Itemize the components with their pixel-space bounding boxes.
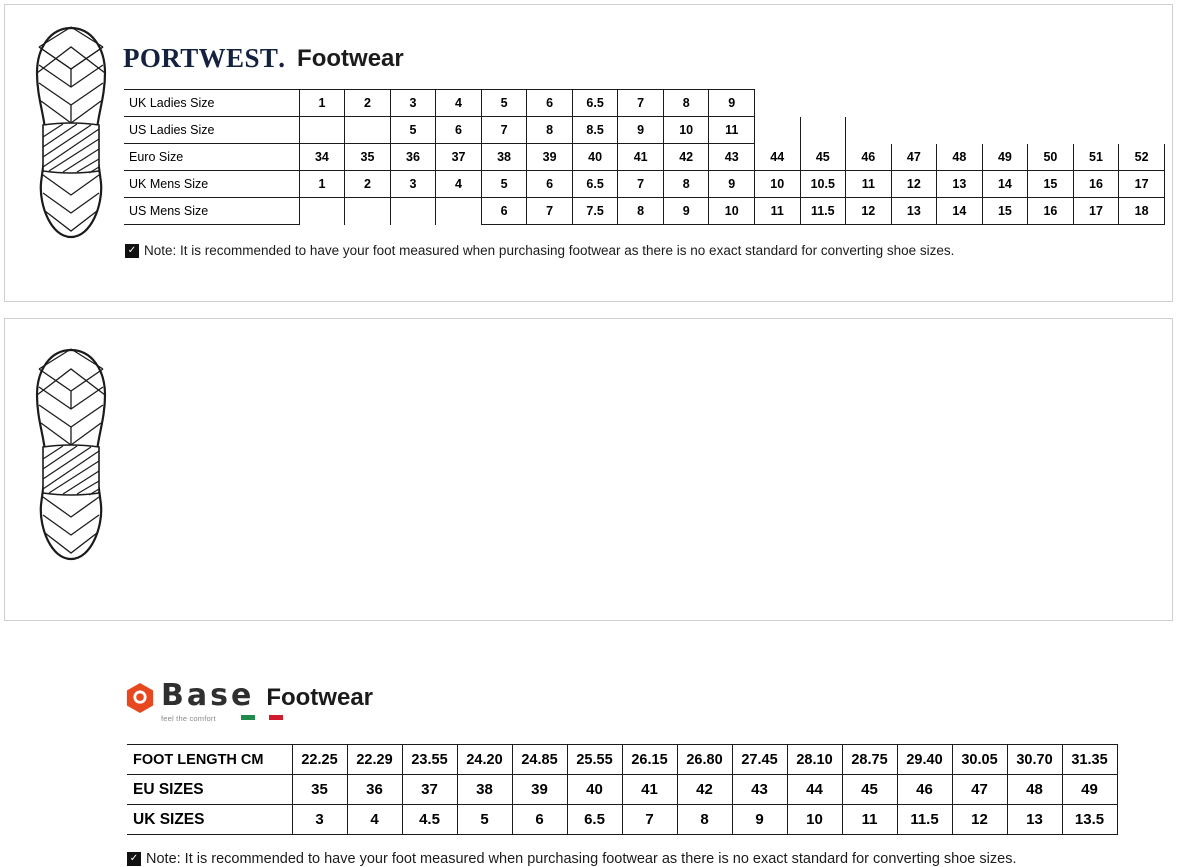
shoe-sole-illustration <box>31 25 111 240</box>
cell: 6 <box>527 171 573 198</box>
cell: 6 <box>512 805 567 835</box>
cell: 4 <box>347 805 402 835</box>
base-hex-icon <box>125 682 155 714</box>
cell-empty <box>1028 117 1074 144</box>
cell: 42 <box>663 144 709 171</box>
row-label: Euro Size <box>124 144 299 171</box>
cell-empty <box>891 90 937 117</box>
cell: 24.85 <box>512 745 567 775</box>
base-logo <box>125 678 255 723</box>
cell: 18 <box>1119 198 1165 225</box>
cell: 4 <box>436 171 482 198</box>
cell: 23.55 <box>402 745 457 775</box>
cell: 11 <box>754 198 800 225</box>
cell: 17 <box>1073 198 1119 225</box>
cell: 52 <box>1119 144 1165 171</box>
row-label: UK Mens Size <box>124 171 299 198</box>
cell-empty <box>390 198 436 225</box>
base-brand-header <box>125 678 374 723</box>
cell: 7.5 <box>572 198 618 225</box>
cell: 6.5 <box>572 171 618 198</box>
cell: 6.5 <box>572 90 618 117</box>
cell <box>299 117 345 144</box>
cell <box>345 117 391 144</box>
cell-empty <box>1119 90 1165 117</box>
cell-empty <box>345 198 391 225</box>
row-label: UK Ladies Size <box>124 90 299 117</box>
cell: 50 <box>1028 144 1074 171</box>
cell: 39 <box>527 144 573 171</box>
note-text: Note: It is recommended to have your foot measured when purchasing footwear as there is no exact standard for converting shoe sizes. <box>144 243 955 258</box>
cell: 2 <box>345 171 391 198</box>
cell: 36 <box>390 144 436 171</box>
cell: 6 <box>527 90 573 117</box>
cell: 26.15 <box>622 745 677 775</box>
cell: 43 <box>732 775 787 805</box>
cell-empty <box>800 117 846 144</box>
cell: 9 <box>732 805 787 835</box>
cell: 44 <box>754 144 800 171</box>
cell: 3 <box>390 171 436 198</box>
cell: 41 <box>622 775 677 805</box>
cell: 12 <box>891 171 937 198</box>
cell: 48 <box>1007 775 1062 805</box>
cell-empty <box>299 198 345 225</box>
cell: 44 <box>787 775 842 805</box>
row-label: US Mens Size <box>124 198 299 225</box>
table-row <box>127 745 1117 775</box>
row-label: FOOT LENGTH CM <box>127 745 292 775</box>
cell-empty <box>846 117 892 144</box>
cell: 2 <box>345 90 391 117</box>
cell: 7 <box>527 198 573 225</box>
cell: 35 <box>292 775 347 805</box>
base-category-title: Footwear <box>266 683 374 711</box>
cell: 49 <box>1062 775 1117 805</box>
cell: 39 <box>512 775 567 805</box>
base-tagline: feel the comfort <box>161 714 216 723</box>
cell: 7 <box>618 171 664 198</box>
cell: 45 <box>842 775 897 805</box>
cell: 15 <box>982 198 1028 225</box>
cell-empty <box>436 198 482 225</box>
cell: 40 <box>572 144 618 171</box>
portwest-size-table <box>124 89 1165 225</box>
check-icon: ✓ <box>125 244 139 258</box>
cell-empty <box>800 90 846 117</box>
portwest-note <box>125 243 954 258</box>
cell: 1 <box>299 90 345 117</box>
cell: 26.80 <box>677 745 732 775</box>
table-row <box>124 198 1165 225</box>
cell: 14 <box>982 171 1028 198</box>
cell: 14 <box>937 198 983 225</box>
cell: 31.35 <box>1062 745 1117 775</box>
portwest-wordmark-dot: . <box>278 43 286 73</box>
cell: 38 <box>481 144 527 171</box>
cell: 10.5 <box>800 171 846 198</box>
cell: 9 <box>663 198 709 225</box>
cell: 8 <box>663 90 709 117</box>
cell: 36 <box>347 775 402 805</box>
base-note <box>127 851 1016 867</box>
cell: 13 <box>891 198 937 225</box>
cell: 25.55 <box>567 745 622 775</box>
cell: 8 <box>677 805 732 835</box>
base-table-body <box>127 745 1117 835</box>
cell: 4.5 <box>402 805 457 835</box>
cell-empty <box>754 90 800 117</box>
cell: 17 <box>1119 171 1165 198</box>
cell: 5 <box>457 805 512 835</box>
cell: 35 <box>345 144 391 171</box>
cell: 28.10 <box>787 745 842 775</box>
cell: 10 <box>754 171 800 198</box>
cell: 47 <box>891 144 937 171</box>
portwest-size-chart-card <box>4 4 1173 302</box>
cell: 49 <box>982 144 1028 171</box>
cell: 11 <box>842 805 897 835</box>
cell: 13 <box>1007 805 1062 835</box>
cell: 11.5 <box>897 805 952 835</box>
portwest-wordmark: PORTWEST <box>123 43 279 73</box>
cell: 30.05 <box>952 745 1007 775</box>
table-row <box>127 805 1117 835</box>
check-icon: ✓ <box>127 852 141 866</box>
cell: 7 <box>618 90 664 117</box>
cell: 47 <box>952 775 1007 805</box>
cell: 5 <box>390 117 436 144</box>
cell: 9 <box>618 117 664 144</box>
shoe-sole-illustration <box>31 347 111 562</box>
table-row <box>127 775 1117 805</box>
base-wordmark: Base <box>161 678 255 713</box>
cell-empty <box>846 90 892 117</box>
cell: 4 <box>436 90 482 117</box>
cell: 11 <box>709 117 755 144</box>
base-size-chart-card <box>4 318 1173 867</box>
base-size-table <box>127 744 1118 835</box>
cell: 8 <box>527 117 573 144</box>
cell: 1 <box>299 171 345 198</box>
cell: 16 <box>1028 198 1074 225</box>
portwest-table-body <box>124 90 1165 225</box>
cell: 30.70 <box>1007 745 1062 775</box>
cell: 27.45 <box>732 745 787 775</box>
cell: 15 <box>1028 171 1074 198</box>
cell: 7 <box>481 117 527 144</box>
row-label: UK SIZES <box>127 805 292 835</box>
cell-empty <box>937 90 983 117</box>
table-row <box>124 144 1165 171</box>
cell: 43 <box>709 144 755 171</box>
cell-empty <box>982 117 1028 144</box>
portwest-category-title: Footwear <box>297 44 404 72</box>
cell: 7 <box>622 805 677 835</box>
cell: 46 <box>897 775 952 805</box>
cell: 11 <box>846 171 892 198</box>
cell: 34 <box>299 144 345 171</box>
cell: 8 <box>663 171 709 198</box>
cell: 6.5 <box>567 805 622 835</box>
cell: 22.25 <box>292 745 347 775</box>
cell-empty <box>1073 117 1119 144</box>
cell-empty <box>891 117 937 144</box>
cell: 8 <box>618 198 664 225</box>
cell: 41 <box>618 144 664 171</box>
cell: 9 <box>709 171 755 198</box>
cell-empty <box>754 117 800 144</box>
cell: 6 <box>436 117 482 144</box>
cell: 16 <box>1073 171 1119 198</box>
cell: 22.29 <box>347 745 402 775</box>
cell: 10 <box>663 117 709 144</box>
table-row <box>124 90 1165 117</box>
table-row <box>124 117 1165 144</box>
cell: 42 <box>677 775 732 805</box>
cell: 12 <box>952 805 1007 835</box>
cell: 6 <box>481 198 527 225</box>
cell: 3 <box>292 805 347 835</box>
cell: 13.5 <box>1062 805 1117 835</box>
italy-flag-icon <box>241 715 283 720</box>
table-row <box>124 171 1165 198</box>
cell: 13 <box>937 171 983 198</box>
cell-empty <box>1073 90 1119 117</box>
cell: 5 <box>481 90 527 117</box>
cell: 12 <box>846 198 892 225</box>
cell: 37 <box>436 144 482 171</box>
portwest-brand-header <box>123 43 404 74</box>
cell-empty <box>937 117 983 144</box>
cell: 10 <box>787 805 842 835</box>
cell: 24.20 <box>457 745 512 775</box>
cell: 45 <box>800 144 846 171</box>
cell: 38 <box>457 775 512 805</box>
cell: 11.5 <box>800 198 846 225</box>
cell: 46 <box>846 144 892 171</box>
cell: 51 <box>1073 144 1119 171</box>
cell-empty <box>1028 90 1074 117</box>
cell: 37 <box>402 775 457 805</box>
cell: 48 <box>937 144 983 171</box>
note-text: Note: It is recommended to have your foot measured when purchasing footwear as there is no exact standard for converting shoe sizes. <box>146 851 1017 867</box>
cell: 10 <box>709 198 755 225</box>
row-label: EU SIZES <box>127 775 292 805</box>
cell-empty <box>1119 117 1165 144</box>
cell: 5 <box>481 171 527 198</box>
row-label: US Ladies Size <box>124 117 299 144</box>
cell: 40 <box>567 775 622 805</box>
cell: 8.5 <box>572 117 618 144</box>
cell-empty <box>982 90 1028 117</box>
cell: 28.75 <box>842 745 897 775</box>
cell: 29.40 <box>897 745 952 775</box>
cell: 3 <box>390 90 436 117</box>
cell: 9 <box>709 90 755 117</box>
